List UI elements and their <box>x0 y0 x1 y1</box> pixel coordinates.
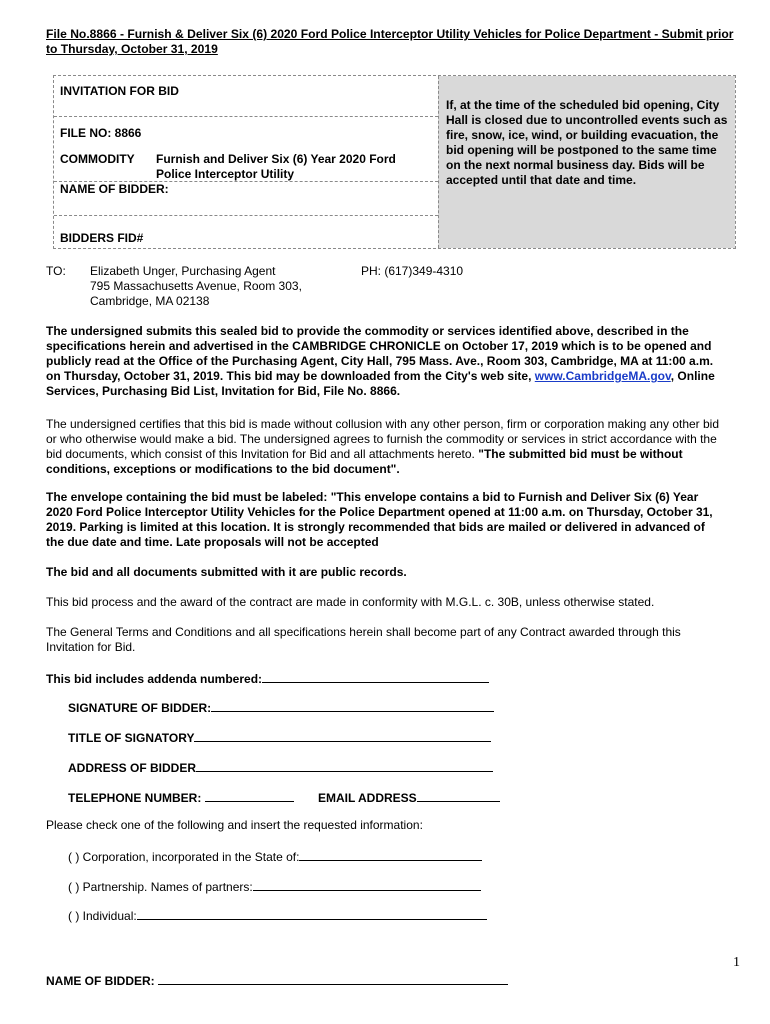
corporation-line[interactable] <box>299 848 482 861</box>
commodity-value: Furnish and Deliver Six (6) Year 2020 Ford Police Interceptor Utility <box>156 152 396 181</box>
individual-field <box>68 907 487 924</box>
partnership-label[interactable]: ( ) Partnership. Names of partners: <box>68 880 253 894</box>
name-of-bidder-label: NAME OF BIDDER: <box>60 182 169 196</box>
certification-text: The undersigned certifies that this bid is made without collusion with any other person, firm or corporation making any other bid or who otherwise would make a bid. The undersigned agrees to furnish the commodity or services in strict accordance with the bid documents, which consist of this Invitation for Bid and all attachments hereto. <box>46 417 720 461</box>
bidders-fid-label: BIDDERS FID# <box>60 231 144 245</box>
public-records-paragraph: The bid and all documents submitted with it are public records. <box>46 565 407 579</box>
footer-name-label: NAME OF BIDDER: <box>46 974 155 988</box>
signature-label: SIGNATURE OF BIDDER: <box>68 701 212 715</box>
certification-paragraph <box>46 417 726 477</box>
address-field <box>68 759 493 776</box>
envelope-paragraph: The envelope containing the bid must be labeled: "This envelope contains a bid to Furnish and Deliver Six (6) Year 2020 Ford Police Interceptor Utility Vehicles for the Police Department opened at 11:00 a.m. on Thursday, October 31, 2019. Parking is limited at this location. It is strongly recommended that bids are mailed or delivered in advanced of the due date and time. Late proposals will not be accepted <box>46 490 713 549</box>
addressee-phone: PH: (617)349-4310 <box>361 264 464 278</box>
check-instruction: Please check one of the following and insert the requested information: <box>46 818 423 832</box>
individual-line[interactable] <box>137 907 487 920</box>
addenda-line[interactable] <box>262 670 489 683</box>
telephone-field <box>68 789 294 806</box>
addenda-field <box>46 670 489 687</box>
telephone-label: TELEPHONE NUMBER: <box>68 791 202 805</box>
invitation-row <box>54 76 438 117</box>
signature-line[interactable] <box>211 699 494 712</box>
closure-note: If, at the time of the scheduled bid opening, City Hall is closed due to uncontrolled events such as fire, snow, ice, wind, or building evacuation, the bid opening will be postponed to the same time on the next normal business day. Bids will be accepted until that date and time. <box>446 98 728 187</box>
addressee-address <box>90 264 350 309</box>
city-website-link[interactable]: www.CambridgeMA.gov <box>534 369 671 383</box>
submission-text: The undersigned submits this sealed bid to provide the commodity or services identified above, described in the specifications herein and advertised in the CAMBRIDGE CHRONICLE on October 17, 2019 which is to be opened and publicly read at the Office of the Purchasing Agent, City Hall, 795 Mass. Ave., Room 303, Cambridge, MA at 11:00 a.m. on Thursday, October 31, 2019. This bid may be downloaded from the City's web site, <box>46 324 714 383</box>
file-no-label: FILE NO: 8866 <box>60 126 142 140</box>
individual-label[interactable]: ( ) Individual: <box>68 909 137 923</box>
footer-name-field <box>46 972 508 989</box>
addressee-street: 795 Massachusetts Avenue, Room 303, <box>90 279 302 293</box>
email-label: EMAIL ADDRESS <box>318 791 417 805</box>
addressee-name: Elizabeth Unger, Purchasing Agent <box>90 264 276 278</box>
terms-paragraph: The General Terms and Conditions and all specifications herein shall become part of any Contract awarded through this Invitation for Bid. <box>46 625 681 654</box>
partnership-field <box>68 878 481 895</box>
certification-bold: "The submitted bid must be without conditions, exceptions or modifications to the bid document". <box>46 447 683 476</box>
commodity-row <box>54 147 438 182</box>
document-title: File No.8866 - Furnish & Deliver Six (6) 2020 Ford Police Interceptor Utility Vehicles for Police Department - Submit prior to Thursday, October 31, 2019 <box>46 27 734 56</box>
corporation-field <box>68 848 482 865</box>
commodity-label: COMMODITY <box>60 152 135 166</box>
bid-info-fields <box>54 76 438 248</box>
closure-note-panel <box>438 76 735 248</box>
name-of-bidder-row <box>54 182 438 216</box>
title-label: TITLE OF SIGNATORY <box>68 731 195 745</box>
page-number: 1 <box>733 955 740 970</box>
email-line[interactable] <box>417 789 500 802</box>
title-field <box>68 729 491 746</box>
address-line[interactable] <box>196 759 493 772</box>
corporation-label[interactable]: ( ) Corporation, incorporated in the State of: <box>68 850 300 864</box>
to-label: TO: <box>46 264 66 278</box>
bidders-fid-row <box>54 216 438 250</box>
addressee-city: Cambridge, MA 02138 <box>90 294 210 308</box>
telephone-line[interactable] <box>205 789 294 802</box>
addenda-label: This bid includes addenda numbered: <box>46 672 263 686</box>
title-line[interactable] <box>194 729 491 742</box>
bid-info-box <box>53 75 736 249</box>
submission-tail: , Online Services, Purchasing Bid List, Invitation for Bid, File No. 8866. <box>46 369 715 398</box>
invitation-label: INVITATION FOR BID <box>60 84 179 98</box>
email-field <box>318 789 500 806</box>
footer-name-line[interactable] <box>158 972 508 985</box>
file-no-row <box>54 117 438 147</box>
address-label: ADDRESS OF BIDDER <box>68 761 197 775</box>
partnership-line[interactable] <box>253 878 481 891</box>
signature-field <box>68 699 494 716</box>
mgl-paragraph: This bid process and the award of the contract are made in conformity with M.G.L. c. 30B, unless otherwise stated. <box>46 595 655 609</box>
submission-paragraph <box>46 324 726 399</box>
